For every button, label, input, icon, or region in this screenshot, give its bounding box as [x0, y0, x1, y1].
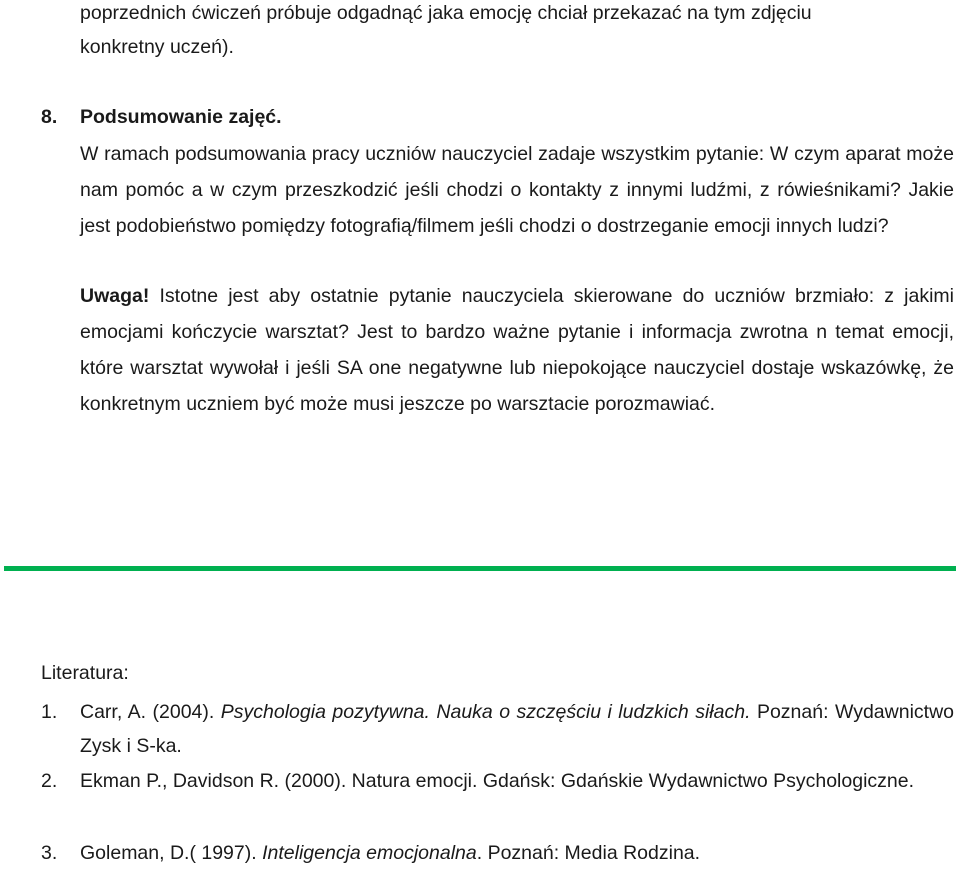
section-heading: Podsumowanie zajęć. — [80, 106, 282, 128]
literature-item-text — [80, 695, 954, 763]
note-label: Uwaga! — [80, 285, 150, 307]
literature-item-author: Carr, A. (2004). — [80, 701, 221, 723]
literature-item-author: Ekman P., Davidson R. (2000). Natura emocji. Gdańsk: Gdańskie Wydawnictwo Psychologiczne. — [80, 770, 915, 792]
literature-item-number: 3. — [41, 842, 58, 864]
literature-item-number: 2. — [41, 770, 58, 792]
literature-item-publisher: Poznań: Wydawnictwo Zysk i S-ka. — [80, 701, 955, 757]
literature-item — [41, 836, 954, 870]
literature-item — [41, 764, 954, 832]
literature-item-author: Goleman, D.( 1997). — [80, 842, 263, 864]
literature-item — [41, 695, 954, 763]
section-number: 8. — [41, 106, 58, 128]
note-paragraph — [80, 278, 954, 422]
intro-line-2: konkretny uczeń). — [80, 36, 234, 58]
intro-line-1: poprzednich ćwiczeń próbuje odgadnąć jaka emocję chciał przekazać na tym zdjęciu — [80, 2, 812, 24]
section-divider — [4, 566, 956, 571]
literature-title: Literatura: — [41, 662, 129, 684]
literature-item-publisher: . Poznań: Media Rodzina. — [476, 842, 701, 864]
literature-item-title: Inteligencja emocjonalna — [262, 842, 477, 864]
literature-item-text — [80, 836, 954, 870]
literature-item-text — [80, 764, 954, 798]
note-text: Istotne jest aby ostatnie pytanie nauczyciela skierowane do uczniów brzmiało: z jakimi emocjami kończycie warsztat? Jest to bardzo ważne pytanie i informacja zwrotna n temat emocji, które warsztat wywołał i jeśli SA one negatywne lub niepokojące nauczyciel dostaje wskazówkę, że konkretnym uczniem być może musi jeszcze po warsztacie porozmawiać. — [80, 285, 954, 415]
summary-text-a: W ramach podsumowania pracy uczniów nauczyciel zadaje wszystkim pytanie: W czym aparat może nam pomóc a w czym przeszkodzić jeśli chodzi o kontakty z innymi ludźmi, z rówieśnikami? — [80, 143, 954, 201]
summary-text-b: Jakie jest podobieństwo pomiędzy fotografią/filmem jeśli chodzi o dostrzeganie emocji innych ludzi? — [80, 179, 954, 237]
literature-item-title: Psychologia pozytywna. Nauka o szczęściu i ludzkich siłach. — [220, 701, 751, 723]
literature-item-number: 1. — [41, 701, 58, 723]
summary-paragraph — [80, 136, 954, 244]
